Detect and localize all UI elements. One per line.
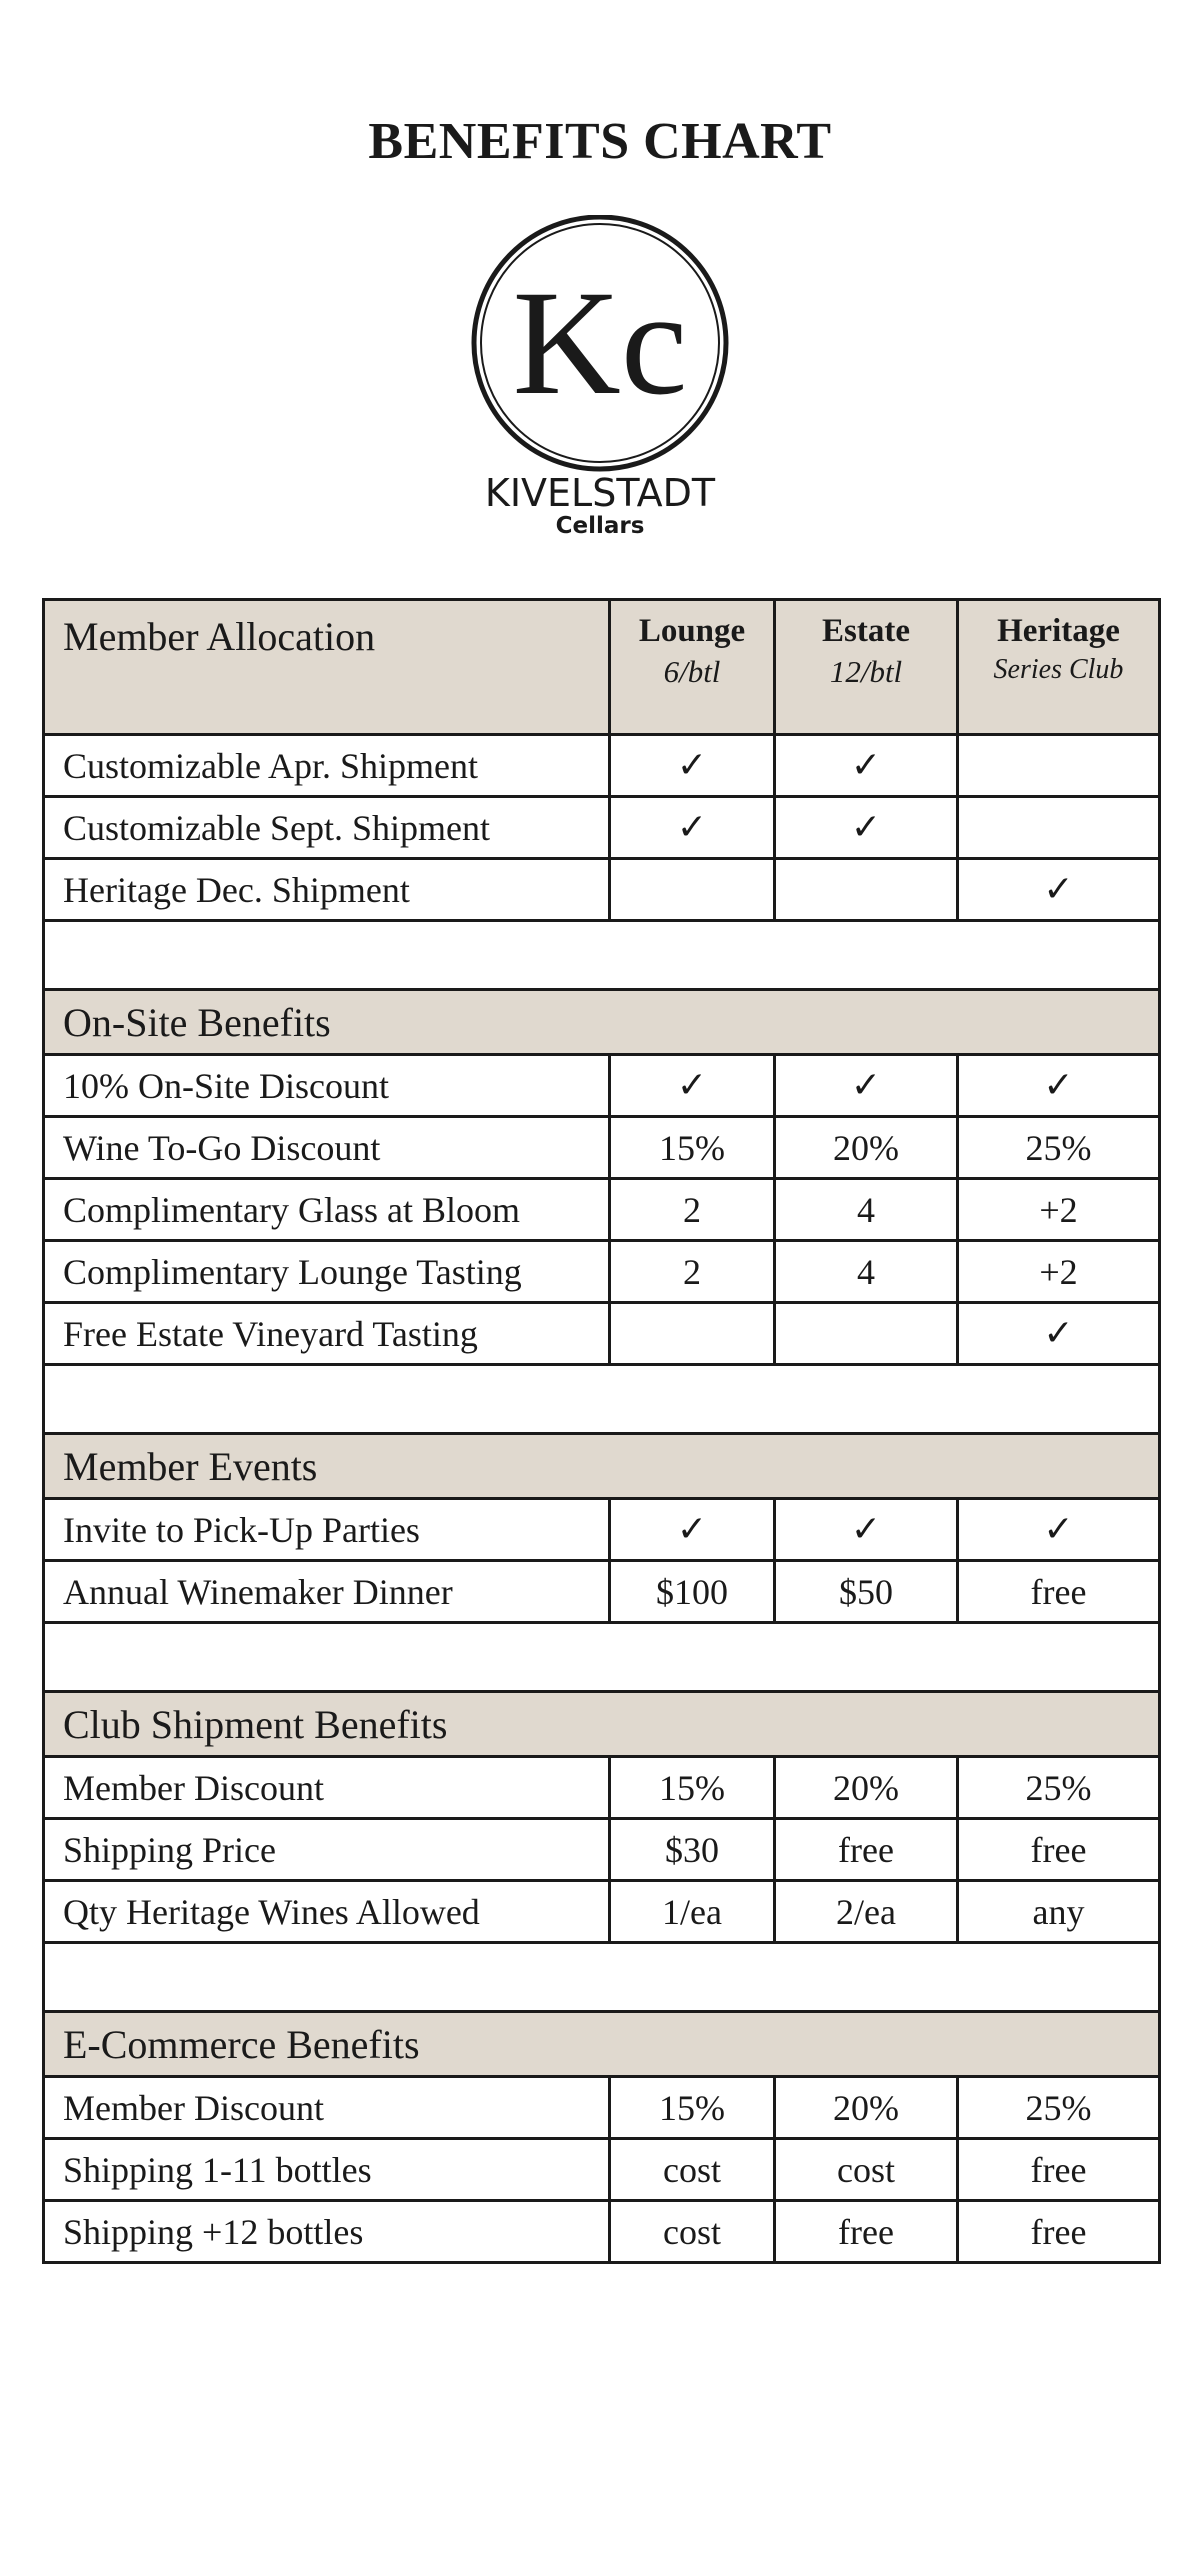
benefit-label: Invite to Pick-Up Parties [44, 1499, 610, 1561]
checkmark-icon-estate: ✓ [775, 735, 958, 797]
checkmark-icon-heritage: ✓ [958, 1303, 1160, 1365]
logo-brand-sub: Cellars [555, 513, 645, 539]
tier-estate-name: Estate [822, 613, 910, 649]
tier-heritage-name: Heritage [997, 613, 1120, 649]
value-cell-lounge: $30 [610, 1819, 775, 1881]
checkmark-icon-estate: ✓ [775, 797, 958, 859]
value-cell-lounge [610, 1303, 775, 1365]
value-cell-heritage: 25% [958, 1117, 1160, 1179]
spacer-cell [44, 921, 1160, 990]
tier-estate-header [775, 600, 958, 735]
spacer-row [44, 1365, 1160, 1434]
benefit-label: Heritage Dec. Shipment [44, 859, 610, 921]
value-cell-heritage: 25% [958, 1757, 1160, 1819]
tier-heritage-sub: Series Club [993, 654, 1124, 685]
value-cell-estate: 20% [775, 2077, 958, 2139]
benefit-row-shipping-price [44, 1819, 1160, 1881]
value-cell-heritage: free [958, 1819, 1160, 1881]
tier-lounge-header [610, 600, 775, 735]
value-cell-heritage: any [958, 1881, 1160, 1943]
value-cell-lounge: $100 [610, 1561, 775, 1623]
checkmark-icon-heritage: ✓ [958, 859, 1160, 921]
checkmark-icon-heritage: ✓ [958, 1499, 1160, 1561]
tier-lounge-sub: 6/btl [663, 654, 721, 689]
benefit-label: Customizable Apr. Shipment [44, 735, 610, 797]
benefits-table [42, 598, 1161, 2264]
benefit-label: Complimentary Lounge Tasting [44, 1241, 610, 1303]
value-cell-lounge: 1/ea [610, 1881, 775, 1943]
value-cell-estate: $50 [775, 1561, 958, 1623]
benefit-row-wine-to-go-discount [44, 1117, 1160, 1179]
checkmark-icon-estate: ✓ [775, 1055, 958, 1117]
section-title: Member Events [44, 1434, 1160, 1499]
checkmark-icon-estate: ✓ [775, 1499, 958, 1561]
kivelstadt-logo [468, 215, 732, 545]
benefit-label: Qty Heritage Wines Allowed [44, 1881, 610, 1943]
value-cell-lounge: 15% [610, 1117, 775, 1179]
value-cell-heritage: free [958, 2201, 1160, 2263]
value-cell-lounge [610, 859, 775, 921]
benefits-table-body [44, 600, 1160, 2263]
value-cell-heritage [958, 735, 1160, 797]
benefit-row-member-discount [44, 2077, 1160, 2139]
benefit-row-qty-heritage-wines-allowed [44, 1881, 1160, 1943]
value-cell-estate: 20% [775, 1757, 958, 1819]
value-cell-estate: 20% [775, 1117, 958, 1179]
page-title: BENEFITS CHART [368, 113, 832, 170]
value-cell-estate: 4 [775, 1179, 958, 1241]
section-header-on-site-benefits [44, 990, 1160, 1055]
benefit-label: Customizable Sept. Shipment [44, 797, 610, 859]
section-header-member-events [44, 1434, 1160, 1499]
value-cell-lounge: cost [610, 2139, 775, 2201]
benefit-row-10-on-site-discount [44, 1055, 1160, 1117]
spacer-row [44, 1943, 1160, 2012]
benefit-row-complimentary-lounge-tasting [44, 1241, 1160, 1303]
benefit-row-shipping-12-bottles [44, 2201, 1160, 2263]
benefit-label: Shipping +12 bottles [44, 2201, 610, 2263]
benefit-label: Complimentary Glass at Bloom [44, 1179, 610, 1241]
value-cell-lounge: cost [610, 2201, 775, 2263]
benefit-label: Member Discount [44, 2077, 610, 2139]
tier-estate-sub: 12/btl [829, 654, 903, 689]
benefit-row-shipping-1-11-bottles [44, 2139, 1160, 2201]
value-cell-estate: 2/ea [775, 1881, 958, 1943]
spacer-row [44, 921, 1160, 990]
spacer-cell [44, 1623, 1160, 1692]
benefit-row-invite-to-pick-up-parties [44, 1499, 1160, 1561]
value-cell-heritage [958, 797, 1160, 859]
value-cell-heritage: +2 [958, 1179, 1160, 1241]
value-cell-estate: free [775, 2201, 958, 2263]
logo-brand-name: KIVELSTADT [484, 471, 716, 515]
spacer-cell [44, 1365, 1160, 1434]
value-cell-heritage: free [958, 2139, 1160, 2201]
benefit-label: Shipping Price [44, 1819, 610, 1881]
spacer-cell [44, 1943, 1160, 2012]
tier-heritage-header [958, 600, 1160, 735]
benefit-row-complimentary-glass-at-bloom [44, 1179, 1160, 1241]
value-cell-lounge: 2 [610, 1179, 775, 1241]
benefit-label: Shipping 1-11 bottles [44, 2139, 610, 2201]
spacer-row [44, 1623, 1160, 1692]
section-header-club-shipment-benefits [44, 1692, 1160, 1757]
checkmark-icon-lounge: ✓ [610, 797, 775, 859]
benefit-row-customizable-apr-shipment [44, 735, 1160, 797]
checkmark-icon-lounge: ✓ [610, 1499, 775, 1561]
logo-monogram: Kc [512, 260, 688, 426]
header-label: Member Allocation [44, 600, 610, 735]
value-cell-heritage: +2 [958, 1241, 1160, 1303]
section-header-e-commerce-benefits [44, 2012, 1160, 2077]
benefit-label: Wine To-Go Discount [44, 1117, 610, 1179]
value-cell-estate [775, 1303, 958, 1365]
section-title: Club Shipment Benefits [44, 1692, 1160, 1757]
value-cell-heritage: 25% [958, 2077, 1160, 2139]
section-title: On-Site Benefits [44, 990, 1160, 1055]
benefit-row-free-estate-vineyard-tasting [44, 1303, 1160, 1365]
value-cell-estate [775, 859, 958, 921]
value-cell-lounge: 2 [610, 1241, 775, 1303]
benefit-row-heritage-dec-shipment [44, 859, 1160, 921]
tier-lounge-name: Lounge [638, 613, 746, 649]
value-cell-lounge: 15% [610, 1757, 775, 1819]
header-row [44, 600, 1160, 735]
benefit-row-member-discount [44, 1757, 1160, 1819]
value-cell-heritage: free [958, 1561, 1160, 1623]
logo-emblem [468, 215, 732, 545]
benefit-label: Annual Winemaker Dinner [44, 1561, 610, 1623]
value-cell-estate: free [775, 1819, 958, 1881]
value-cell-estate: cost [775, 2139, 958, 2201]
value-cell-lounge: 15% [610, 2077, 775, 2139]
checkmark-icon-lounge: ✓ [610, 1055, 775, 1117]
benefit-row-annual-winemaker-dinner [44, 1561, 1160, 1623]
value-cell-estate: 4 [775, 1241, 958, 1303]
benefit-label: Member Discount [44, 1757, 610, 1819]
checkmark-icon-lounge: ✓ [610, 735, 775, 797]
section-title: E-Commerce Benefits [44, 2012, 1160, 2077]
checkmark-icon-heritage: ✓ [958, 1055, 1160, 1117]
benefit-label: 10% On-Site Discount [44, 1055, 610, 1117]
benefit-label: Free Estate Vineyard Tasting [44, 1303, 610, 1365]
benefit-row-customizable-sept-shipment [44, 797, 1160, 859]
